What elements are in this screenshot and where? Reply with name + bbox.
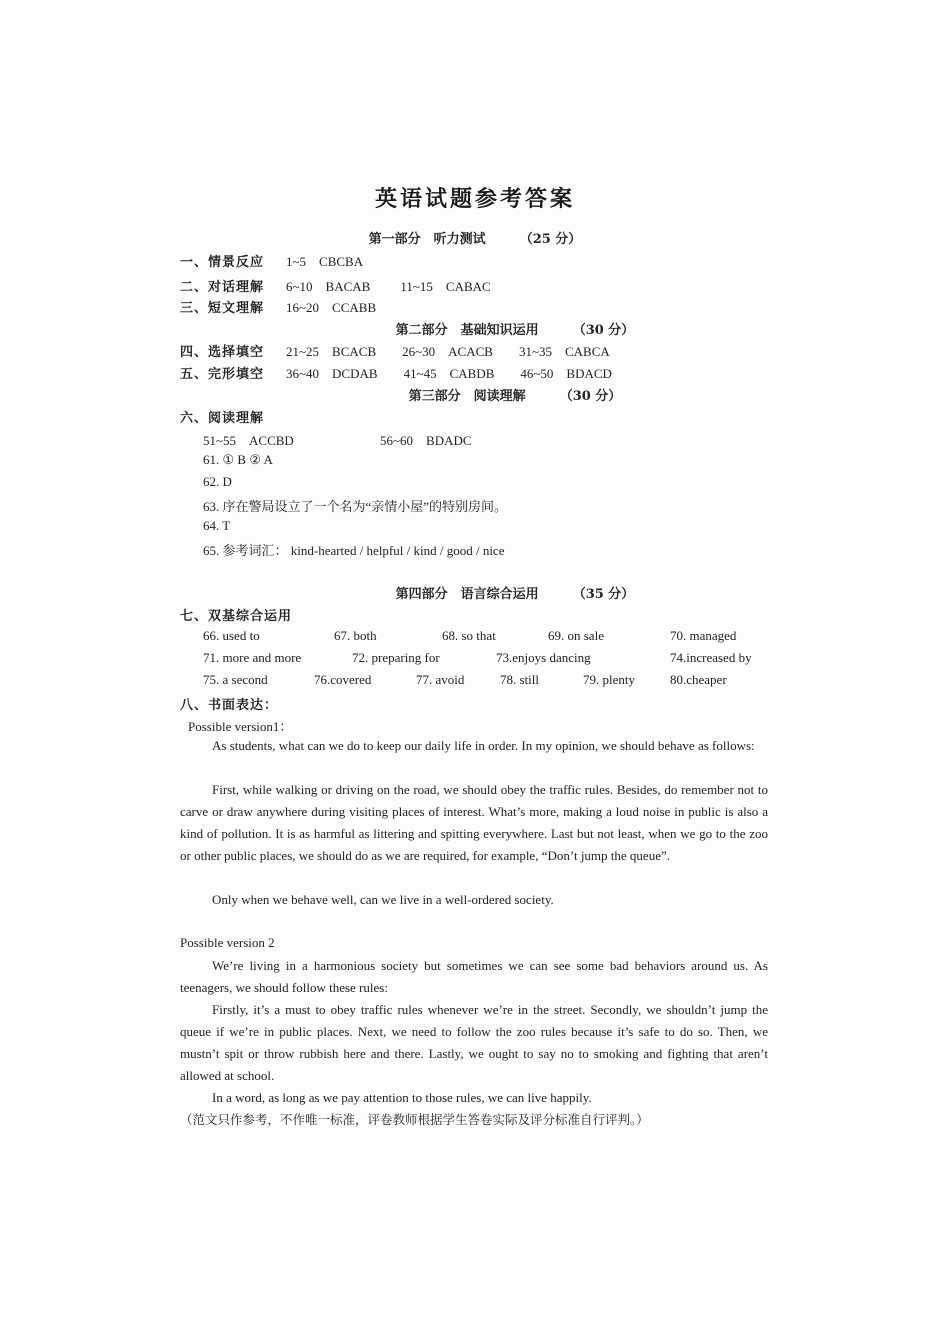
- part-3-score: （30 分）: [559, 389, 622, 404]
- section-1-answers-1: 1~5 CBCBA: [286, 254, 364, 269]
- cloze-answer-76: 76.covered: [314, 672, 372, 687]
- section-8: [180, 694, 278, 713]
- reading-answer-61: 61. ① B ② A: [203, 452, 273, 467]
- section-3-label: 三、短文理解: [180, 301, 265, 316]
- cloze-answer-74: 74.increased by: [670, 650, 752, 665]
- version-2-paragraph-3: In a word, as long as we pay attention to those rules, we can live happily.: [212, 1090, 592, 1105]
- section-4-label: 四、选择填空: [180, 345, 265, 360]
- cloze-answer-72: 72. preparing for: [352, 650, 440, 665]
- part-2-name: 第二部分 基础知识运用: [395, 323, 539, 338]
- section-6-label: 六、阅读理解: [180, 411, 265, 426]
- marking-note: （范文只作参考，不作唯一标准，评卷教师根据学生答卷实际及评分标准自行评判。）: [180, 1112, 649, 1127]
- cloze-answer-70: 70. managed: [670, 628, 737, 643]
- section-5: [180, 363, 612, 382]
- reading-answer-65: 65. 参考词汇： kind-hearted / helpful / kind / good / nice: [203, 543, 505, 558]
- section-7-label: 七、双基综合运用: [180, 609, 293, 624]
- reading-answer-63: 63. 序在警局设立了一个名为“亲情小屋”的特别房间。: [203, 499, 508, 514]
- part-4-name: 第四部分 语言综合运用: [395, 587, 539, 602]
- version-1-paragraph-3: Only when we behave well, can we live in a well-ordered society.: [212, 892, 554, 907]
- version-1-paragraph-1: As students, what can we do to keep our daily life in order. In my opinion, we should behave as follows:: [212, 738, 755, 753]
- reading-answers-56-60: 56~60 BDADC: [380, 433, 472, 448]
- cloze-answer-67: 67. both: [334, 628, 377, 643]
- section-1: [180, 251, 363, 270]
- cloze-answer-68: 68. so that: [442, 628, 496, 643]
- cloze-answer-79: 79. plenty: [583, 672, 635, 687]
- cloze-answer-77: 77. avoid: [416, 672, 465, 687]
- section-2-answers-1: 6~10 BACAB: [286, 279, 371, 294]
- section-4-answers-2: 26~30 ACACB: [402, 344, 493, 359]
- section-5-answers-2: 41~45 CABDB: [403, 366, 495, 381]
- cloze-answer-69: 69. on sale: [548, 628, 604, 643]
- reading-answers-51-55: 51~55 ACCBD: [203, 433, 294, 448]
- part-4-score: （35 分）: [572, 587, 635, 602]
- part-1-score: （25 分）: [519, 232, 582, 247]
- version-2-paragraph-1: We’re living in a harmonious society but sometimes we can see some bad behaviors around us. As teenagers, we should follow these rules:: [180, 958, 768, 995]
- cloze-answer-71: 71. more and more: [203, 650, 302, 665]
- cloze-answer-78: 78. still: [500, 672, 540, 687]
- section-2: [180, 276, 491, 295]
- part-1-name: 第一部分 听力测试: [368, 232, 486, 247]
- section-8-label: 八、书面表达：: [180, 698, 279, 713]
- version-2-label: Possible version 2: [180, 935, 275, 950]
- cloze-answer-73: 73.enjoys dancing: [496, 650, 591, 665]
- section-4-answers-1: 21~25 BCACB: [286, 344, 377, 359]
- version-1-paragraph-2: First, while walking or driving on the road, we should obey the traffic rules. Besides, do remember not to carve or draw anywhere during visiting places of interest. What’s more, making a loud noise in public is also a kind of pollution. It is as harmful as littering and spitting everywhere. Last but not least, when we go to the zoo or other public places, we should do as we are required, for example, “Don’t jump the queue”.: [180, 782, 768, 863]
- part-2-score: （30 分）: [572, 323, 635, 338]
- section-2-label: 二、对话理解: [180, 280, 265, 295]
- section-4: [180, 341, 610, 360]
- cloze-answer-66: 66. used to: [203, 628, 260, 643]
- section-7: [180, 605, 292, 624]
- section-5-answers-3: 46~50 BDACD: [520, 366, 612, 381]
- part-3-heading: [40, 385, 950, 404]
- section-5-answers-1: 36~40 DCDAB: [286, 366, 378, 381]
- cloze-answer-80: 80.cheaper: [670, 672, 727, 687]
- section-2-answers-2: 11~15 CABAC: [400, 279, 491, 294]
- reading-answer-64: 64. T: [203, 518, 231, 533]
- part-1-heading: [0, 228, 950, 247]
- section-1-label: 一、情景反应: [180, 255, 265, 270]
- part-3-name: 第三部分 阅读理解: [408, 389, 526, 404]
- section-4-answers-3: 31~35 CABCA: [518, 344, 610, 359]
- reading-answer-62: 62. D: [203, 474, 232, 489]
- section-5-label: 五、完形填空: [180, 367, 265, 382]
- section-3: [180, 297, 376, 316]
- part-2-heading: [40, 319, 950, 338]
- cloze-answer-75: 75. a second: [203, 672, 268, 687]
- version-1-label: Possible version1：: [188, 719, 293, 734]
- section-6: [180, 407, 264, 426]
- version-2-paragraph-2: Firstly, it’s a must to obey traffic rules whenever we’re in the street. Secondly, we shouldn’t jump the queue if we’re in public places. Next, we need to follow the zoo rules because it’s safe to do so. Then, we mustn’t spit or throw rubbish here and there. Lastly, we ought to say no to smoking and fighting that aren’t allowed at school.: [180, 1002, 768, 1083]
- page-title: 英语试题参考答案: [374, 186, 575, 212]
- section-3-answers-1: 16~20 CCABB: [286, 300, 377, 315]
- part-4-heading: [40, 583, 950, 602]
